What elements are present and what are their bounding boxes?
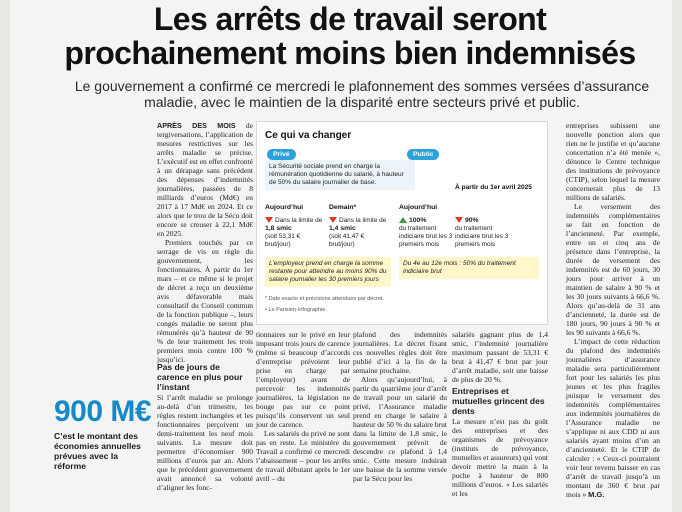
stat-caption: C’est le montant des économies annuelles prévues avec la réforme [54,431,141,471]
arrow-up-icon [399,217,407,223]
paragraph: de tergiversations, l’application de mesures restrictives sur les arrêts maladie se précise. L’exécutif est en effet confronté à un dérapage sans précédent des dépenses d’indemnités journalières, passées de 8 milliards d’euros (Md€) en 2017 à 17 Md€ en 2024. Et ce alors que le trou de la Sécu doit encore se creuser à 22,1 Md€ en 2025. [157,121,253,238]
public-april-item [455,217,517,249]
paragraph: entreprises subissent une nouvelle ponction alors que rien ne le justifie et qu’aucune concertation n’a été menée », dénonce le Centre technique des institutions de prévoyance (CTIP), selon lequel la mesure concernerait plus de 13 millions de salariés. [566,121,660,202]
page-edge-right [672,0,682,512]
item-suffix: (soit 41,47 € brut/jour) [329,233,365,248]
arrow-down-icon [265,217,273,223]
item-prefix: Dans la limite de [339,217,387,224]
paragraph: Les salariés du privé ne sont pas en reste. Le ministère du Travail a confirmé ce mercredi l’abaissement – pour les arrêts de travail débutant après le 1er avril – du [256,429,350,483]
standfirst: Le gouvernement a confirmé ce mercredi le plafonnement des sommes versées d’assurance maladie, avec le maintien de la disparité entre secteurs privé et public. [74,78,650,110]
article-column-2 [256,330,350,512]
private-sector-pill: Privé [267,149,296,160]
headline: Les arrêts de travail seront prochainement moins bien indemnisés [64,1,636,71]
item-suffix: du traitement indiciaire brut les 3 premiers mois [399,225,453,248]
item-value: 90% [465,217,479,224]
article-column-1b [157,360,253,512]
item-value: 1,8 smic [265,225,292,232]
tomorrow-label: Demain* [329,204,357,211]
today-label-public: Aujourd’hui [399,204,438,211]
paragraph: Alors qu’aujourd’hui, à partir du quatrième jour d’arrêt de travail pour un salarié du privé, l’Assurance maladie prend en charge le salaire à hauteur de 50 % du salaire brut dans la limite de 1,8 smic, le gouvernement prévoit de descendre ce plafond à 1,4 smic. Cette mesure induirait une baisse de la somme versée par la Sécu pour les [353,375,447,483]
paragraph: plafond des indemnités journalières. Le décret fixant ces nouvelles règles doit être publié d’ici à la fin de la semaine prochaine. [353,330,447,375]
private-tomorrow-item [329,217,391,249]
article-column-4 [452,330,548,512]
subheading: Pas de jours de carence en plus pour l’instant [157,362,243,392]
paragraph: tionnaires sur le privé en leur imposant trois jours de carence (même si beaucoup d’accords d’entreprise prévoient leur prise en charge par l’employeur) avant de percevoir les indemnités journalières, la législation ne bouge pas sur ce point puisqu’ils conservent un seul jour de carence. [256,330,350,429]
item-value: 1,4 smic [329,225,356,232]
paragraph: Premiers touchés par ce serrage de vis en règle du gouvernement, les fonctionnaires. À partir du 1er mars – et ce même si le projet de décret a reçu un deuxième avis défavorable mais consultatif du Conseil commun de la fonction publique –, leurs congés maladie ne seront plus rémunérés qu’à hauteur de 90 % de leur traitement les trois premiers mois contre 100 % jusqu’ici. [157,238,253,364]
article-column-3 [353,330,447,512]
paragraph: salariés gagnant plus de 1,4 smic, l’indemnité journalière maximum passant de 53,31 € brut à 41,47 € brut par jour d’arrêt maladie, soit une baisse de plus de 20 %. [452,330,548,384]
item-value: 100% [409,217,427,224]
today-label-private: Aujourd’hui [265,204,304,211]
stat-value: 900 M€ [54,395,152,428]
footnote: * Date exacte et précisions attendues par décret. [265,296,384,302]
public-today-item [399,217,461,249]
private-note: L’employeur prend en charge la somme restante pour atteindre au moins 90% du salaire journalier les 30 premiers jours [265,257,391,287]
subheading: Entreprises et mutuelles grincent des dents [452,386,545,416]
author-signature: M.G. [588,490,605,499]
paragraph: La mesure n’est pas du goût des entreprises et des organismes de prévoyance (instituts de prévoyance, mutuelles et assureurs) qui vont devoir mettre la main à la poche à hauteur de 800 millions d’euros. « Les salariés et les [452,417,548,498]
item-suffix: du traitement indiciaire brut les 3 premiers mois [455,225,509,248]
infographic-title: Ce qui va changer [265,130,352,141]
public-sector-pill: Public [407,149,439,160]
infographic-box [256,121,548,325]
public-note: Du 4e au 12e mois : 50% du traitement indiciaire brut [399,257,539,279]
paragraph [566,337,660,499]
item-prefix: Dans la limite de [275,217,323,224]
arrow-down-icon [455,217,463,223]
article-column-5 [566,121,660,512]
paragraph: Si l’arrêt maladie se prolonge au-delà d’un trimestre, les règles restent inchangées et les fonctionnaires perçoivent un demi-traitement les neuf mois suivants. La mesure doit permettre d’économiser 900 millions d’euros par an. Alors que le précédent gouvernement avait annoncé sa volonté d’aligner les fonc- [157,393,253,492]
arrow-down-icon [329,217,337,223]
page-edge-left [0,0,10,512]
infographic-intro: La Sécurité sociale prend en charge la rémunération quotidienne du salarié, à hauteur de 50% du salaire journalier de base. [265,160,415,190]
paragraph-text: L’impact de cette réduction du plafond des indemnités journalières d’assurance maladie sera particulièrement fort pour les salariés les plus jeunes et les plus fragiles puisque le versement des indemnités complémentaires aux indemnités journalières de l’Assurance maladie ne s’applique ni aux CDD ni aux salariés ayant moins d’un an d’ancienneté. Et le CTIP de calculer : « Ceux-ci pourraient voir leur revenu baisser en cas d’arrêt de travail jusqu’à un montant de 360 € brut par mois » [566,337,660,499]
paragraph: Le versement des indemnités complémentaires se fait en fonction de l’ancienneté. Par exemple, entre un et cinq ans de présence dans l’entreprise, la durée de versement des indemnités est de 60 jours, 30 jours pour arriver à un maintien de salaire à 90 % et les 30 jours suivants à 66,6 %. Alors qu’au-delà de 31 ans d’ancienneté, la durée est de 180 jours, 90 jours à 90 % et les 90 suivants à 66,6 %. [566,202,660,337]
lead-words: APRÈS DES MOIS [157,121,236,130]
private-today-item [265,217,327,249]
article-column-1 [157,121,253,364]
credit: • Le Parisien-Infographie. [265,307,327,313]
item-suffix: (soit 53,31 € brut/jour) [265,233,301,248]
effective-date: À partir du 1er avril 2025 [455,184,532,191]
